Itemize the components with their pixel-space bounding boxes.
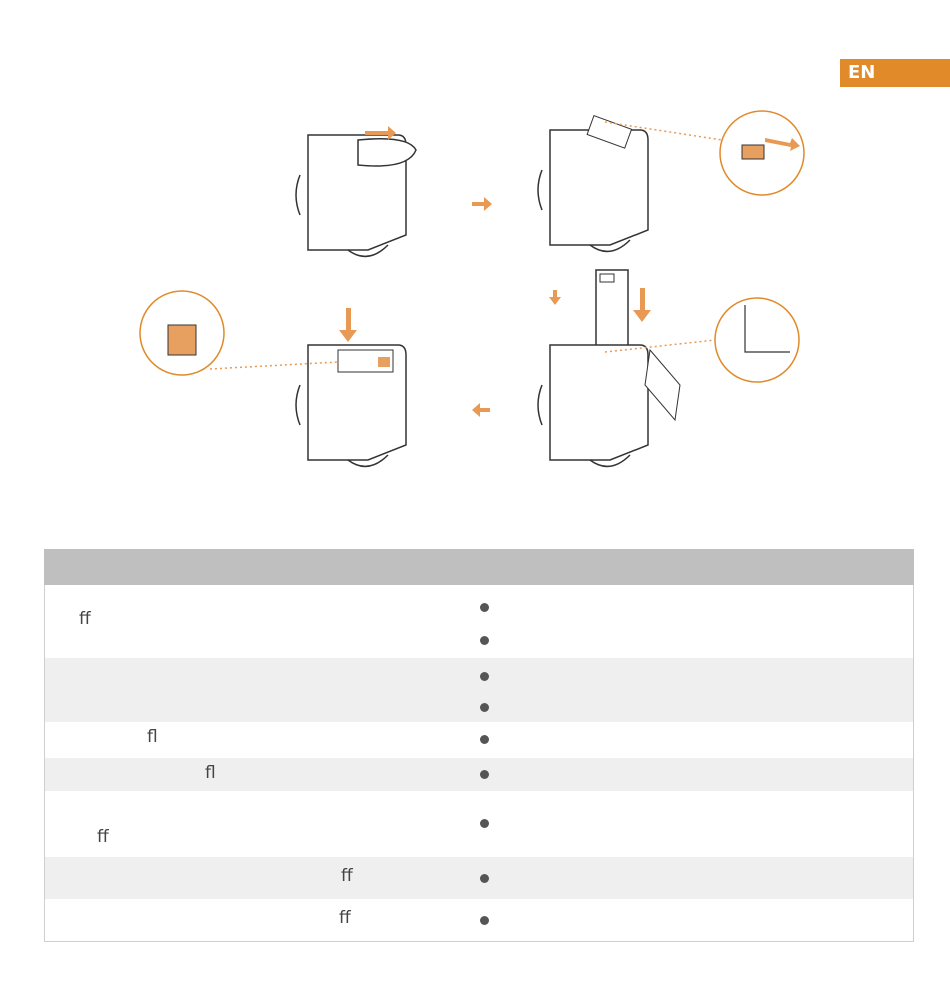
bullet bbox=[480, 916, 489, 925]
row-text: ff bbox=[97, 827, 109, 847]
row-text: ff bbox=[339, 908, 351, 928]
language-tab: EN bbox=[840, 59, 950, 87]
step2-camera bbox=[538, 116, 648, 252]
bullet bbox=[480, 672, 489, 681]
row-text: fl bbox=[147, 727, 158, 747]
table-row bbox=[45, 722, 913, 758]
step4-camera bbox=[296, 345, 406, 466]
table-row bbox=[45, 899, 913, 941]
insert-arrow-icon bbox=[633, 288, 651, 322]
table-row bbox=[45, 791, 913, 857]
info-table bbox=[44, 549, 914, 942]
bullet bbox=[480, 770, 489, 779]
next-arrow-icon bbox=[472, 197, 492, 211]
close-arrow-icon bbox=[339, 308, 357, 342]
step3-camera bbox=[538, 345, 680, 466]
bullet bbox=[480, 874, 489, 883]
back-arrow-icon bbox=[472, 403, 490, 417]
battery-installation-illustration bbox=[0, 0, 950, 500]
battery bbox=[596, 270, 628, 352]
step1-camera bbox=[296, 135, 416, 256]
bullet bbox=[480, 636, 489, 645]
table-header bbox=[44, 549, 914, 585]
table-row bbox=[45, 758, 913, 791]
row-text: ff bbox=[79, 609, 91, 629]
down-arrow-icon bbox=[549, 290, 561, 305]
row-text: ff bbox=[341, 866, 353, 886]
row-text: fl bbox=[205, 763, 216, 783]
bullet bbox=[480, 603, 489, 612]
zoom-detail-slot bbox=[715, 298, 799, 382]
bullet bbox=[480, 703, 489, 712]
table-row bbox=[45, 658, 913, 722]
table-row bbox=[45, 857, 913, 899]
bullet bbox=[480, 735, 489, 744]
table-row bbox=[45, 585, 913, 658]
bullet bbox=[480, 819, 489, 828]
